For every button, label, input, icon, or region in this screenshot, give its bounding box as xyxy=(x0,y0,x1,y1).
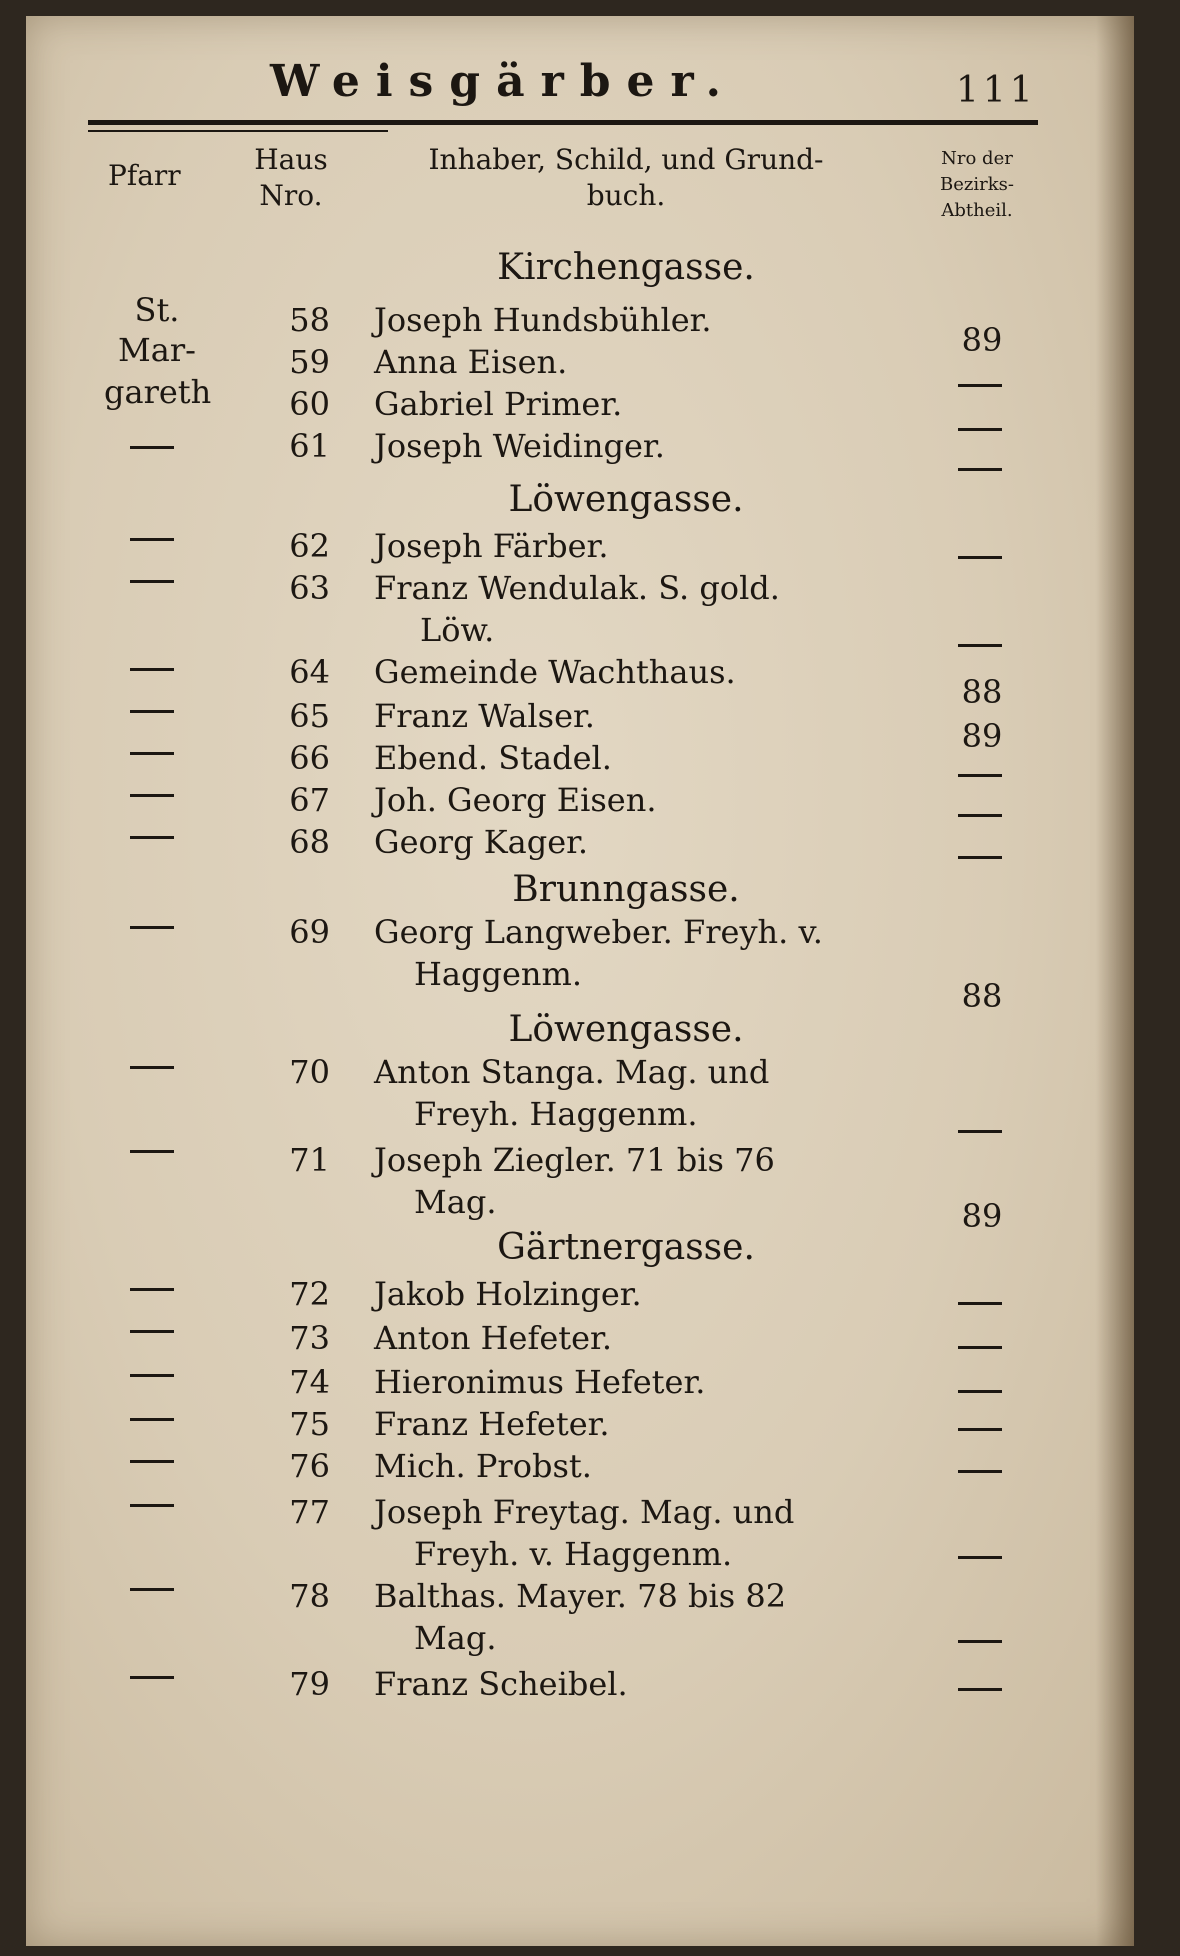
house-number: 69 xyxy=(289,913,330,951)
ditto-mark xyxy=(130,1288,174,1291)
ditto-mark xyxy=(958,1556,1002,1559)
district-number: 88 xyxy=(961,673,1003,711)
column-header-bezirk-line3: Abtheil. xyxy=(941,200,1013,221)
pfarr-line1: St. xyxy=(134,291,180,329)
ditto-mark xyxy=(130,446,174,449)
house-number: 65 xyxy=(289,697,330,735)
house-number: 61 xyxy=(289,427,330,465)
owner-name: Georg Langweber. Freyh. v. xyxy=(374,913,823,951)
house-number: 77 xyxy=(289,1493,330,1531)
ditto-mark xyxy=(130,580,174,583)
owner-name: Anton Hefeter. xyxy=(374,1319,612,1357)
ditto-mark xyxy=(958,856,1002,859)
owner-name: Joseph Freytag. Mag. und xyxy=(374,1493,795,1531)
street-heading: Gärtnergasse. xyxy=(497,1227,755,1268)
ditto-mark xyxy=(130,1418,174,1421)
column-header-bezirk xyxy=(912,146,1042,224)
house-number: 72 xyxy=(289,1275,330,1313)
owner-name-continuation: Mag. xyxy=(414,1183,497,1221)
pfarr-line2: Mar- xyxy=(118,331,196,369)
district-number: 89 xyxy=(961,717,1003,755)
house-number: 79 xyxy=(289,1665,330,1703)
ditto-mark xyxy=(130,1066,174,1069)
ditto-mark xyxy=(958,1640,1002,1643)
ditto-mark xyxy=(130,1588,174,1591)
ditto-mark xyxy=(958,468,1002,471)
ditto-mark xyxy=(958,644,1002,647)
ditto-mark xyxy=(958,774,1002,777)
ditto-mark xyxy=(958,1130,1002,1133)
ditto-mark xyxy=(958,556,1002,559)
house-number: 70 xyxy=(289,1053,330,1091)
house-number: 60 xyxy=(289,385,330,423)
owner-name: Balthas. Mayer. 78 bis 82 xyxy=(374,1577,787,1615)
column-header-bezirk-line1: Nro der xyxy=(941,148,1013,169)
column-header-inhaber-line1: Inhaber, Schild, und Grund- xyxy=(428,143,824,176)
ditto-mark xyxy=(130,836,174,839)
ditto-mark xyxy=(130,1676,174,1679)
owner-name: Gemeinde Wachthaus. xyxy=(374,653,736,691)
column-header-haus xyxy=(246,142,336,214)
ditto-mark xyxy=(130,1150,174,1153)
ditto-mark xyxy=(130,1504,174,1507)
owner-name: Georg Kager. xyxy=(374,823,589,861)
owner-name: Joseph Ziegler. 71 bis 76 xyxy=(374,1141,775,1179)
district-number: 89 xyxy=(961,1197,1003,1235)
ditto-mark xyxy=(958,1346,1002,1349)
owner-name: Anton Stanga. Mag. und xyxy=(374,1053,770,1091)
street-heading: Löwengasse. xyxy=(508,479,744,520)
ditto-mark xyxy=(130,926,174,929)
ditto-mark xyxy=(130,1330,174,1333)
ditto-mark xyxy=(958,1428,1002,1431)
column-header-pfarr: Pfarr xyxy=(108,159,181,192)
ditto-mark xyxy=(130,538,174,541)
owner-name-continuation: Haggenm. xyxy=(414,955,583,993)
house-number: 64 xyxy=(289,653,330,691)
district-number: 89 xyxy=(961,321,1003,359)
house-number: 73 xyxy=(289,1319,330,1357)
street-heading: Brunngasse. xyxy=(512,869,740,910)
ditto-mark xyxy=(130,710,174,713)
owner-name: Joseph Färber. xyxy=(374,527,609,565)
column-header-haus-line1: Haus xyxy=(254,143,328,176)
street-heading: Kirchengasse. xyxy=(497,247,755,288)
header-rule xyxy=(88,120,1038,125)
column-header-inhaber xyxy=(376,142,876,214)
ditto-mark xyxy=(130,1460,174,1463)
owner-name: Anna Eisen. xyxy=(374,343,568,381)
column-header-inhaber-line2: buch. xyxy=(586,179,666,212)
owner-name: Franz Scheibel. xyxy=(374,1665,628,1703)
house-number: 59 xyxy=(289,343,330,381)
owner-name-continuation: Freyh. Haggenm. xyxy=(414,1095,698,1133)
owner-name: Franz Walser. xyxy=(374,697,595,735)
ditto-mark xyxy=(958,1470,1002,1473)
ditto-mark xyxy=(130,794,174,797)
ditto-mark xyxy=(130,752,174,755)
column-header-haus-line2: Nro. xyxy=(259,179,323,212)
house-number: 58 xyxy=(289,301,330,339)
owner-name: Gabriel Primer. xyxy=(374,385,623,423)
street-heading: Löwengasse. xyxy=(508,1009,744,1050)
owner-name-continuation: Löw. xyxy=(420,611,495,649)
ditto-mark xyxy=(958,1390,1002,1393)
house-number: 67 xyxy=(289,781,330,819)
header-rule-thin xyxy=(88,130,388,132)
house-number: 68 xyxy=(289,823,330,861)
owner-name: Joseph Weidinger. xyxy=(374,427,665,465)
page-number: 111 xyxy=(956,70,1037,111)
owner-name-continuation: Mag. xyxy=(414,1619,497,1657)
ditto-mark xyxy=(958,428,1002,431)
owner-name: Franz Wendulak. S. gold. xyxy=(374,569,780,607)
house-number: 74 xyxy=(289,1363,330,1401)
running-title: Weisgärber. xyxy=(270,56,737,107)
district-number: 88 xyxy=(961,977,1003,1015)
owner-name: Franz Hefeter. xyxy=(374,1405,610,1443)
house-number: 66 xyxy=(289,739,330,777)
pfarr-line3: gareth xyxy=(104,373,212,411)
ditto-mark xyxy=(958,1302,1002,1305)
ditto-mark xyxy=(130,668,174,671)
ditto-mark xyxy=(130,1374,174,1377)
house-number: 62 xyxy=(289,527,330,565)
owner-name: Joh. Georg Eisen. xyxy=(374,781,657,819)
owner-name: Hieronimus Hefeter. xyxy=(374,1363,706,1401)
owner-name-continuation: Freyh. v. Haggenm. xyxy=(414,1535,733,1573)
owner-name: Mich. Probst. xyxy=(374,1447,592,1485)
ditto-mark xyxy=(958,814,1002,817)
owner-name: Ebend. Stadel. xyxy=(374,739,612,777)
house-number: 71 xyxy=(289,1141,330,1179)
house-number: 78 xyxy=(289,1577,330,1615)
house-number: 75 xyxy=(289,1405,330,1443)
ditto-mark xyxy=(958,1688,1002,1691)
house-number: 63 xyxy=(289,569,330,607)
house-number: 76 xyxy=(289,1447,330,1485)
owner-name: Jakob Holzinger. xyxy=(374,1275,642,1313)
page-gutter-shadow xyxy=(1096,16,1134,1946)
ditto-mark xyxy=(958,384,1002,387)
owner-name: Joseph Hundsbühler. xyxy=(374,301,712,339)
column-header-bezirk-line2: Bezirks- xyxy=(940,174,1014,195)
